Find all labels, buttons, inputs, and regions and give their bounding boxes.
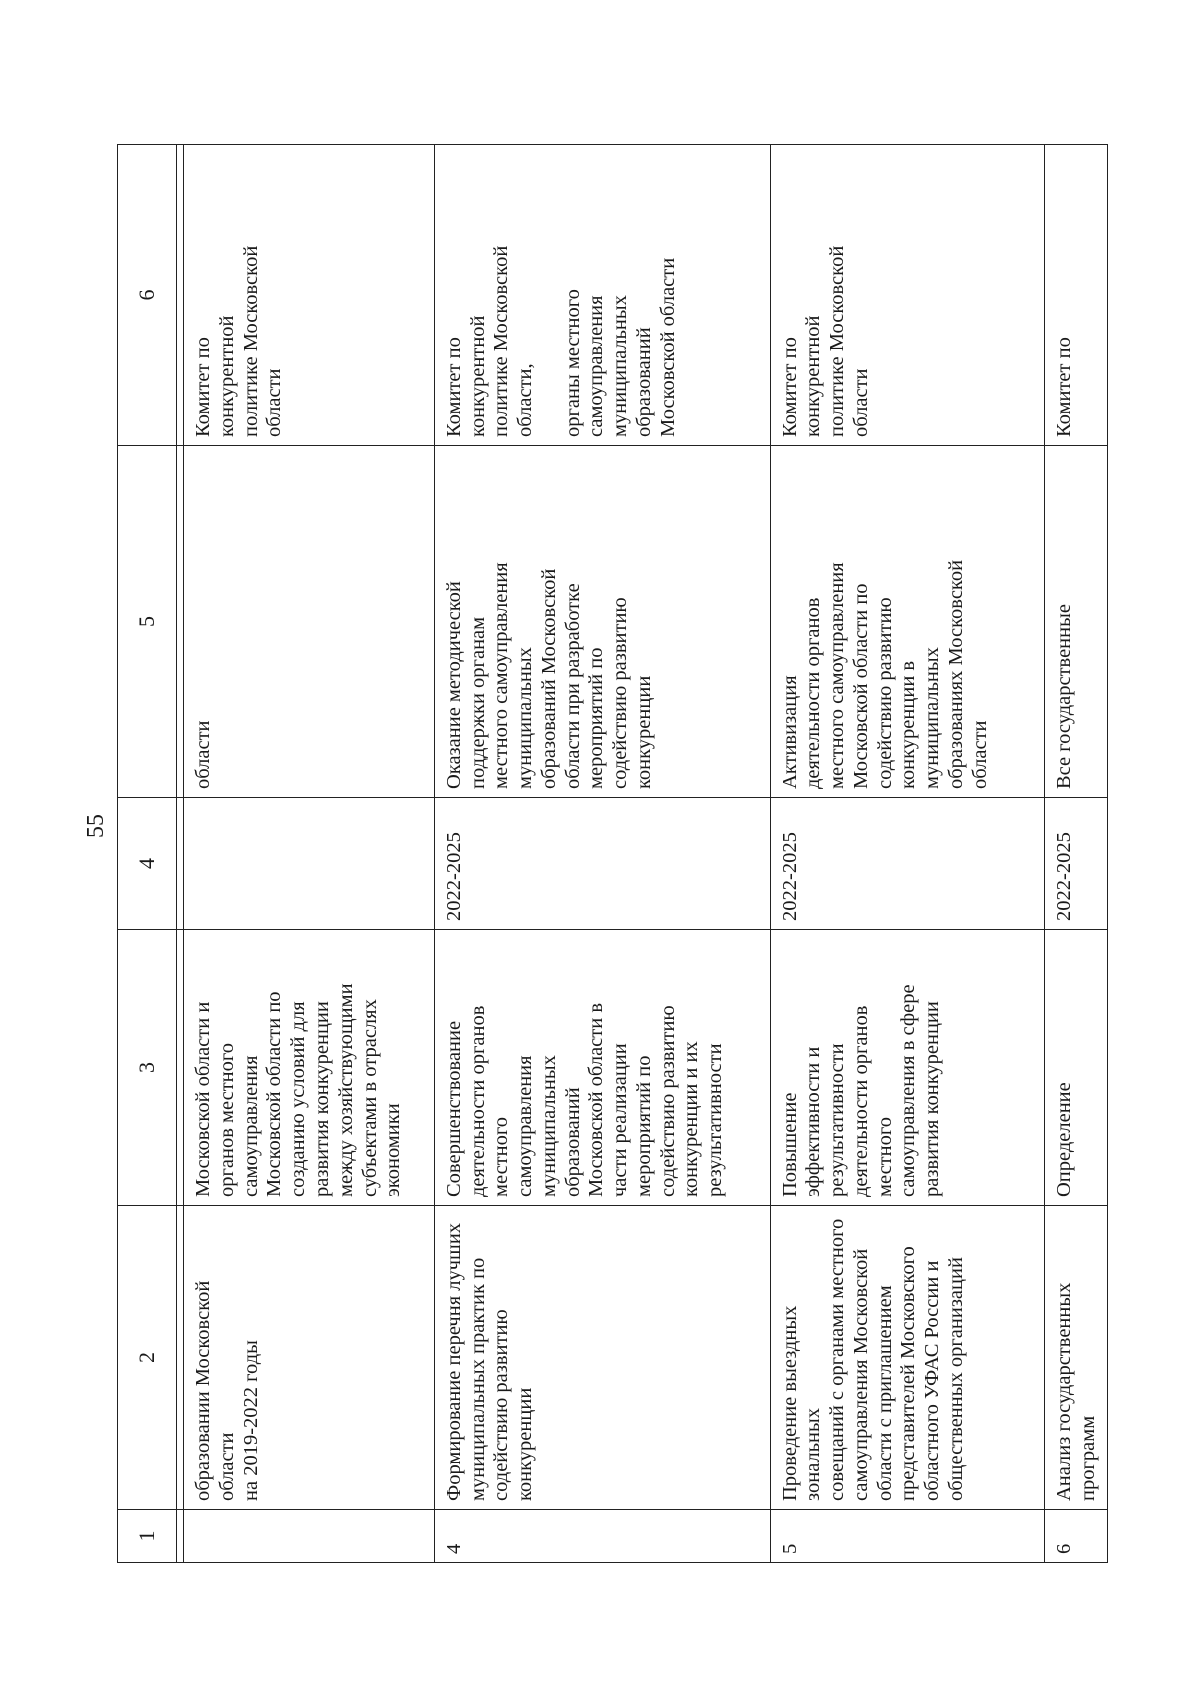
measure-goal: Московской области и органов местного самоуправления Московской области по созданию условий для развития конкуренции между хозяйствующими субъектами в отраслях экономики	[184, 930, 435, 1206]
table-row	[434, 145, 770, 1563]
measure-executor: Комитет по конкурентной политике Московской области	[184, 145, 435, 446]
measure-executor: Комитет по конкурентной политике Московской области	[770, 145, 1045, 446]
measure-name: Формирование перечня лучших муниципальных практик по содействию развитию конкуренции	[434, 1206, 770, 1510]
header-spacer-row	[177, 145, 184, 1563]
row-number: 6	[1045, 1510, 1108, 1563]
header-col-6: 6	[118, 145, 177, 446]
measure-name: Анализ государственных программ	[1045, 1206, 1108, 1510]
header-col-2: 2	[118, 1206, 177, 1510]
measure-result: Оказание методической поддержки органам местного самоуправления муниципальных образований Московской области при разработке мероприятий по содействию развитию конкуренции	[434, 446, 770, 798]
measure-period: 2022-2025	[434, 798, 770, 930]
row-number	[184, 1510, 435, 1563]
row-number: 5	[770, 1510, 1045, 1563]
header-col-1: 1	[118, 1510, 177, 1563]
page-number: 55	[83, 814, 109, 838]
row-number: 4	[434, 1510, 770, 1563]
rotated-table-container	[117, 145, 1108, 1563]
header-col-4: 4	[118, 798, 177, 930]
measure-period: 2022-2025	[1045, 798, 1108, 930]
measure-goal: Определение	[1045, 930, 1108, 1206]
table-header-row	[118, 145, 177, 1563]
table-row	[1045, 145, 1108, 1563]
measure-period	[184, 798, 435, 930]
measure-goal: Повышение эффективности и результативности деятельности органов местного самоуправления в сфере развития конкуренции	[770, 930, 1045, 1206]
measure-executor: Комитет по	[1045, 145, 1108, 446]
table-row	[770, 145, 1045, 1563]
measure-period: 2022-2025	[770, 798, 1045, 930]
measures-table	[117, 144, 1108, 1563]
measure-result: Активизация деятельности органов местного самоуправления Московской области по содействию развитию конкуренции в муниципальных образованиях Московской области	[770, 446, 1045, 798]
measure-result: Все государственные	[1045, 446, 1108, 798]
header-col-3: 3	[118, 930, 177, 1206]
measure-result: области	[184, 446, 435, 798]
header-col-5: 5	[118, 446, 177, 798]
measure-executor: Комитет по конкурентной политике Московской области, органы местного самоуправления муниципальных образований Московской области	[434, 145, 770, 446]
measure-goal: Совершенствование деятельности органов местного самоуправления муниципальных образований Московской области в части реализации мероприятий по содействию развитию конкуренции и их результативности	[434, 930, 770, 1206]
measure-name: Проведение выездных зональных совещаний с органами местного самоуправления Московской области с приглашением представителей Московского областного УФАС России и общественных организаций	[770, 1206, 1045, 1510]
measure-name: образовании Московской области на 2019-2022 годы	[184, 1206, 435, 1510]
table-row	[184, 145, 435, 1563]
